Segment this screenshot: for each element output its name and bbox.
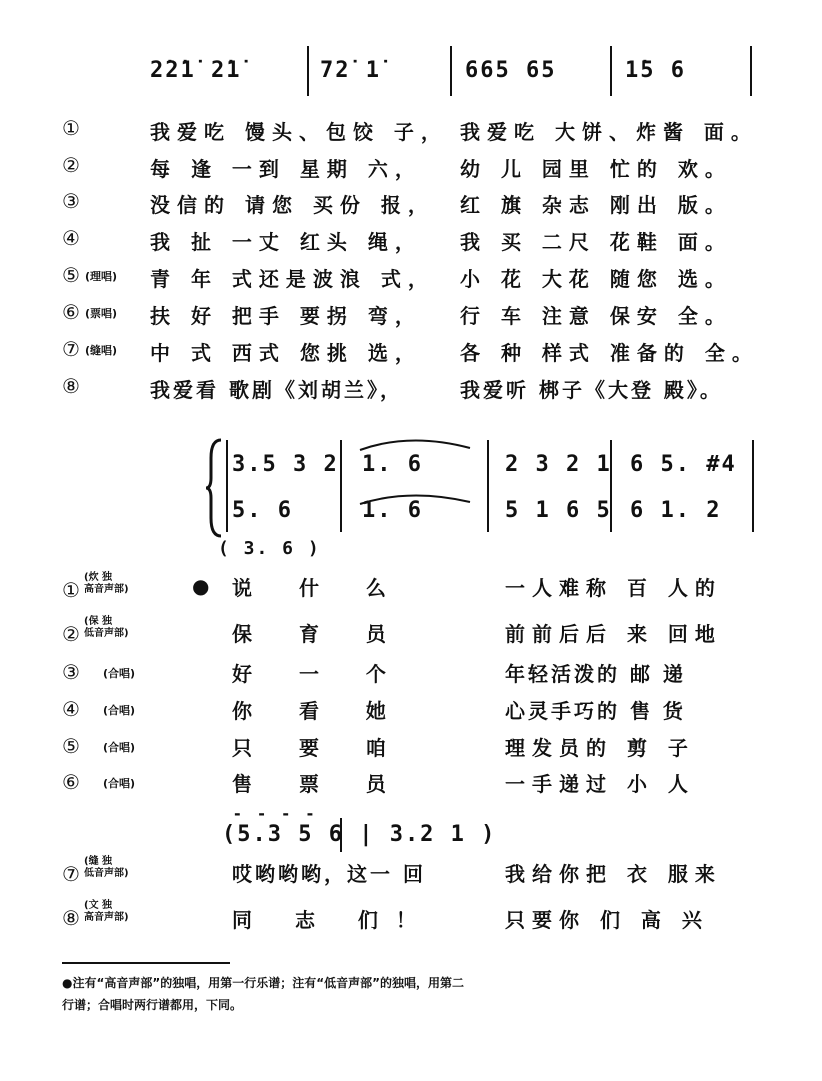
lyric-right: 心灵手巧的 售 货 [505,699,686,723]
lyric-left: 只 要 咱 [232,736,406,760]
barline [610,46,612,96]
lyric-left: 好 一 个 [232,662,406,686]
lyric-left: 我爱吃 馒头、包饺 子， [150,120,448,144]
upper-measure: 2 3 2 1 [505,452,612,477]
lyric-right: 行 车 注意 保安 全。 [460,304,732,328]
lyric-left: 扶 好 把手 要拐 弯， [150,304,422,328]
upper-measure: 6 5. #4 [630,452,737,477]
lyric-right: 幼 儿 园里 忙的 欢。 [460,157,732,181]
verse-role: (文 独 高音声部) [84,900,129,923]
lyric-left: 没信的 请您 买份 报， [150,193,435,217]
lyric-left: 我爱看 歌剧《刘胡兰》， [150,378,403,402]
lyric-right: 一人难称 百 人的 [505,576,722,600]
verse-number: ⑧ [62,374,80,398]
lyric-right: 红 旗 杂志 刚出 版。 [460,193,732,217]
verse-number: ② [62,153,80,177]
lyric-right: 我给你把 衣 服来 [505,862,722,886]
lyric-left: 售 票 员 [232,772,406,796]
lyric-right: 各 种 样式 准备的 全。 [460,341,759,365]
lyric-left: 说 什 么 [232,576,406,600]
dashes: - - - - [234,804,320,823]
verse-number: ⑦ [62,337,80,361]
lyric-right: 我爱吃 大饼、炸酱 面。 [460,120,758,144]
verse-number: ③ [62,189,80,213]
bullet-marker: ● [192,574,210,598]
lower-measure: 5. 6 [232,498,293,523]
verse-number: ⑥ [62,300,80,324]
barline [450,46,452,96]
lyric-right: 只要你 们 高 兴 [505,908,709,932]
lyric-right: 一手递过 小 人 [505,772,695,796]
notation-measure: 665 65 [465,58,557,83]
verse-role: (合唱) [103,741,136,754]
verse-number: ⑥ [62,770,80,794]
lyric-left: 我 扯 一丈 红头 绳， [150,230,422,254]
notation-measure: 2̇2̇1̇ 2̇1̇ [150,58,242,83]
verse-number: ⑧ [62,906,80,930]
lyric-right: 年轻活泼的 邮 递 [505,662,686,686]
verse-role: (炊 独 高音声部) [84,572,129,595]
lyric-left: 同 志 们！ [232,908,434,932]
verse-role: (合唱) [103,667,136,680]
alt-notation: ( 3. 6 ) [218,538,321,559]
verse-number: ① [62,116,80,140]
verse-role: (票唱) [85,307,118,320]
lyric-left: 哎哟哟哟，这一 回 [232,862,426,886]
verse-role: (缝 独 低音声部) [84,856,129,879]
footnote-line: ●注有“高音声部”的独唱，用第一行乐谱；注有“低音声部”的独唱，用第二 [62,976,465,990]
footnote-rule [62,962,230,964]
verse-number: ③ [62,660,80,684]
verse-role: (保 独 低音声部) [84,616,129,639]
lyric-left: 你 看 她 [232,699,406,723]
lower-measure: 1. 6 [362,498,423,523]
lyric-right: 前前后后 来 回地 [505,622,722,646]
barline [307,46,309,96]
upper-measure: 3.5 3 2 [232,452,339,477]
barline [750,46,752,96]
lower-measure: 6 1. 2 [630,498,722,523]
lower-measure: 5 1 6 5 [505,498,612,523]
verse-number: ② [62,622,80,646]
footnote [62,972,464,1016]
verse-number: ④ [62,697,80,721]
verse-number: ⑤ [62,734,80,758]
verse-number: ⑤ [62,263,80,287]
lyric-left: 中 式 西式 您挑 选， [150,341,422,365]
verse-role: (缝唱) [85,344,118,357]
verse-number: ① [62,578,80,602]
notation-line: (5.3 5 6 | 3.2 1 ) [222,822,497,847]
verse-role: (合唱) [103,777,136,790]
verse-number: ④ [62,226,80,250]
lyric-right: 小 花 大花 随您 选。 [460,267,732,291]
lyric-left: 青 年 式还是波浪 式， [150,267,435,291]
verse-role: (理唱) [85,270,118,283]
lyric-right: 我爱听 梆子《大登 殿》。 [460,378,723,402]
notation-measure: 1̇5 6 [625,58,686,83]
system-brace [205,438,225,538]
lyric-left: 每 逢 一到 星期 六， [150,157,422,181]
notation-measure: 72̇ 1̇ [320,58,381,83]
lyric-right: 我 买 二尺 花鞋 面。 [460,230,732,254]
verse-role: (合唱) [103,704,136,717]
lyric-right: 理发员的 剪 子 [505,736,695,760]
verse-number: ⑦ [62,862,80,886]
upper-measure: 1. 6 [362,452,423,477]
footnote-line: 行谱；合唱时两行谱都用，下同。 [62,998,243,1012]
lyric-left: 保 育 员 [232,622,406,646]
